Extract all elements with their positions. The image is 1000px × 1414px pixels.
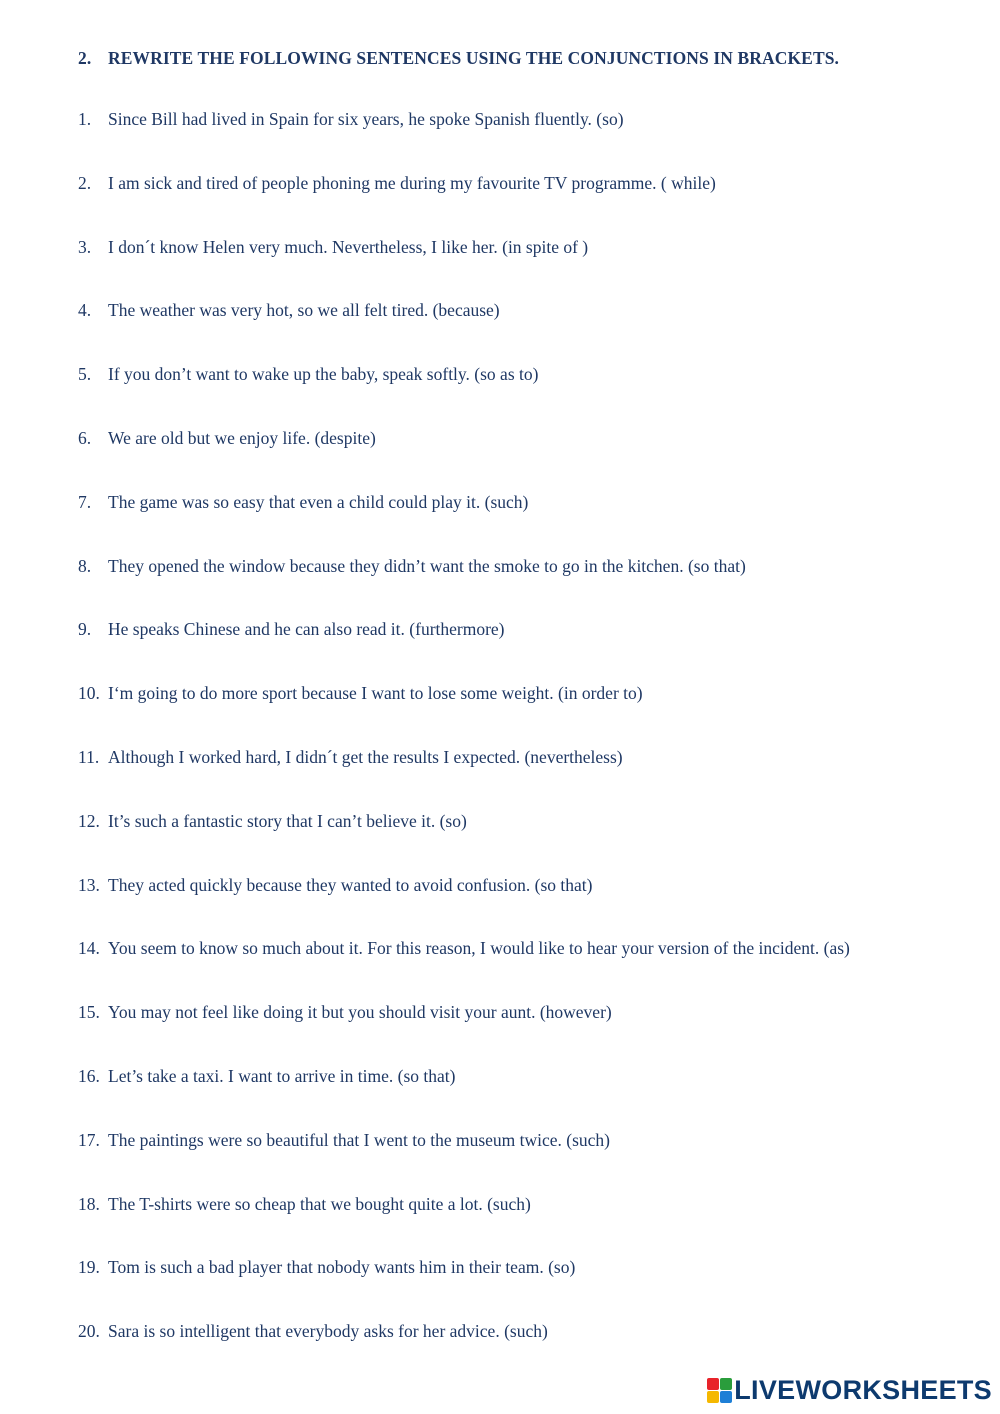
exercise-sentence: I‘m going to do more sport because I want to lose some weight. (in order to) (108, 683, 643, 704)
exercise-item (78, 810, 850, 874)
exercise-item (78, 1129, 850, 1193)
exercise-number: 11. (78, 746, 100, 767)
exercise-number: 14. (78, 938, 100, 959)
exercise-item (78, 746, 850, 810)
exercise-item (78, 555, 850, 619)
exercise-sentence: The game was so easy that even a child could play it. (such) (108, 491, 529, 512)
exercise-item (78, 491, 850, 555)
section-heading (78, 48, 839, 69)
exercise-sentence: You seem to know so much about it. For this reason, I would like to hear your version of the incident. (as) (108, 938, 850, 959)
logo-square-red (707, 1378, 719, 1390)
logo-square-green (720, 1378, 732, 1390)
exercise-number: 2. (78, 172, 92, 193)
exercise-sentence: Tom is such a bad player that nobody wants him in their team. (so) (108, 1257, 576, 1278)
exercise-number: 20. (78, 1321, 100, 1342)
exercise-number: 12. (78, 810, 100, 831)
exercise-sentence: It’s such a fantastic story that I can’t believe it. (so) (108, 810, 467, 831)
exercise-sentence: If you don’t want to wake up the baby, speak softly. (so as to) (108, 364, 539, 385)
exercise-number: 6. (78, 427, 92, 448)
exercise-number: 17. (78, 1129, 100, 1150)
exercise-number: 4. (78, 300, 92, 321)
section-number: 2. (78, 48, 92, 68)
exercise-number: 1. (78, 109, 92, 129)
exercise-item (78, 363, 850, 427)
exercise-number: 3. (78, 236, 92, 257)
exercise-sentence: They acted quickly because they wanted to avoid confusion. (so that) (108, 874, 593, 895)
exercise-number: 19. (78, 1257, 100, 1278)
exercise-number: 15. (78, 1002, 100, 1023)
exercise-item (78, 236, 850, 300)
exercise-item (78, 618, 850, 682)
exercise-item (78, 1193, 850, 1257)
exercise-item (78, 427, 850, 491)
exercise-item (78, 1065, 850, 1129)
exercise-item (78, 874, 850, 938)
exercise-number: 5. (78, 364, 92, 385)
exercise-sentence: You may not feel like doing it but you should visit your aunt. (however) (108, 1002, 612, 1023)
exercise-number: 16. (78, 1065, 100, 1086)
section-title: REWRITE THE FOLLOWING SENTENCES USING THE CONJUNCTIONS IN BRACKETS. (108, 48, 840, 68)
exercise-item (78, 1256, 850, 1320)
exercise-sentence: The paintings were so beautiful that I went to the museum twice. (such) (108, 1129, 611, 1150)
exercise-sentence: Sara is so intelligent that everybody asks for her advice. (such) (108, 1321, 548, 1342)
exercise-sentence: They opened the window because they didn’t want the smoke to go in the kitchen. (so that) (108, 555, 746, 576)
exercise-number: 7. (78, 491, 92, 512)
exercise-sentence: Since Bill had lived in Spain for six years, he spoke Spanish fluently. (so) (108, 109, 624, 129)
exercise-sentence: The T-shirts were so cheap that we bought quite a lot. (such) (108, 1193, 531, 1214)
exercise-sentence: He speaks Chinese and he can also read it. (furthermore) (108, 619, 505, 640)
exercise-item (78, 172, 850, 236)
exercise-sentence: The weather was very hot, so we all felt tired. (because) (108, 300, 500, 321)
exercise-number: 18. (78, 1193, 100, 1214)
exercise-item (78, 299, 850, 363)
exercise-number: 10. (78, 683, 100, 704)
exercise-number: 8. (78, 555, 92, 576)
logo-text: LIVEWORKSHEETS (734, 1375, 992, 1405)
logo-square-blue (720, 1391, 732, 1403)
logo-square-yellow (707, 1391, 719, 1403)
exercise-item (78, 937, 850, 1001)
exercise-sentence: I am sick and tired of people phoning me during my favourite TV programme. ( while) (108, 172, 716, 193)
exercise-number: 9. (78, 619, 92, 640)
logo-mark-icon (707, 1378, 732, 1403)
exercise-item (78, 682, 850, 746)
exercise-sentence: I don´t know Helen very much. Nevertheless, I like her. (in spite of ) (108, 236, 589, 257)
exercise-number: 13. (78, 874, 100, 895)
exercise-sentence: We are old but we enjoy life. (despite) (108, 427, 376, 448)
exercise-sentence: Although I worked hard, I didn´t get the results I expected. (nevertheless) (108, 746, 623, 767)
exercise-list (78, 108, 850, 1384)
liveworksheets-logo (707, 1375, 992, 1406)
exercise-sentence: Let’s take a taxi. I want to arrive in time. (so that) (108, 1065, 456, 1086)
exercise-item (78, 1001, 850, 1065)
exercise-item (78, 108, 850, 172)
